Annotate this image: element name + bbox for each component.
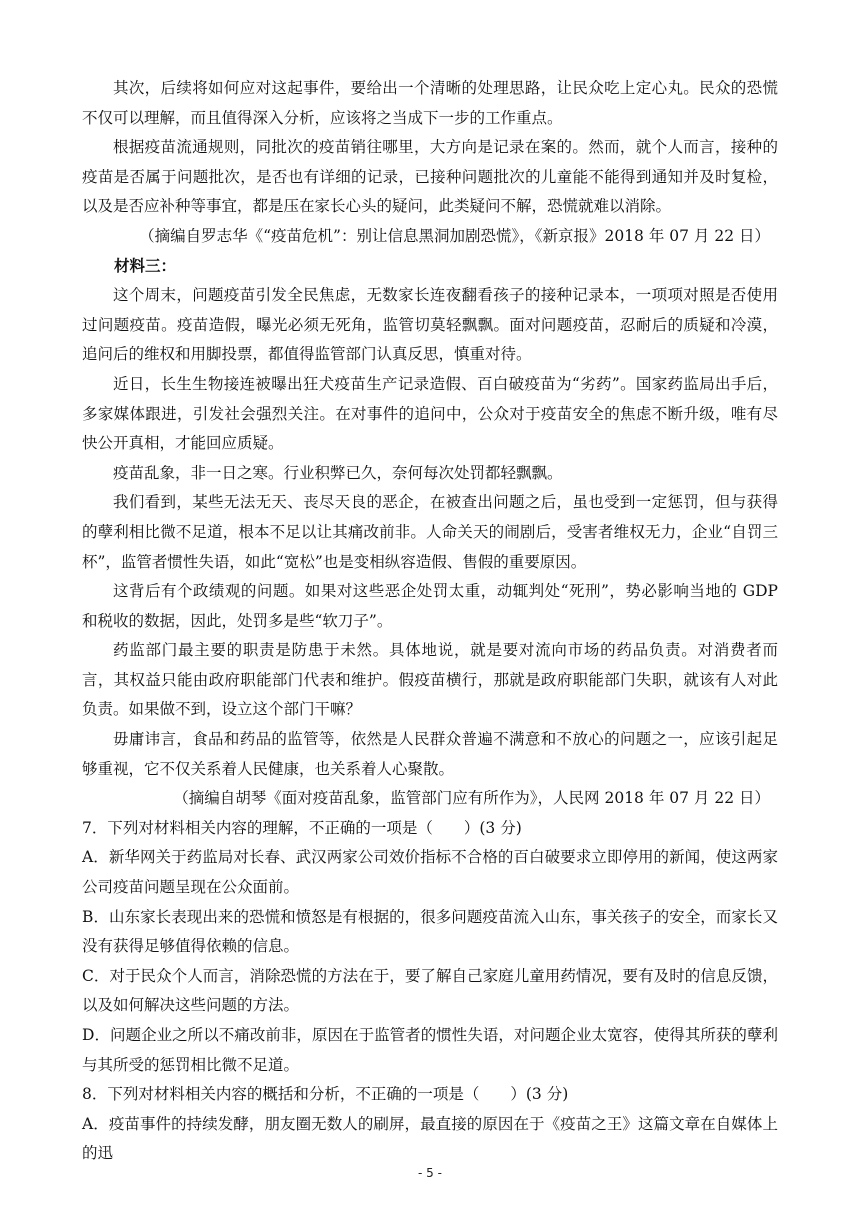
question-7-option-a: A．新华网关于药监局对长春、武汉两家公司效价指标不合格的百白破要求立即停用的新闻，使这两家公司疫苗问题呈现在公众面前。: [82, 848, 778, 897]
question-7-stem: 7．下列对材料相关内容的理解，不正确的一项是（ ）(3 分): [82, 818, 522, 837]
question-7-option-c: C．对于民众个人而言，消除恐慌的方法在于，要了解自己家庭儿童用药情况，要有及时的信息反馈，以及如何解决这些问题的方法。: [82, 966, 778, 1015]
paragraph: 这背后有个政绩观的问题。如果对这些恶企处罚太重，动辄判处“死刑”，势必影响当地的 GDP 和税收的数据，因此，处罚多是些“软刀子”。: [82, 582, 778, 630]
question-8-stem: 8．下列对材料相关内容的概括和分析，不正确的一项是（ ）(3 分): [82, 1085, 569, 1104]
paragraph: 根据疫苗流通规则，同批次的疫苗销往哪里，大方向是记录在案的。然而，就个人而言，接种的疫苗是否属于问题批次，是否也有详细的记录，已接种问题批次的儿童能不能得到通知并及时复检，以及是否应补种等事宜，都是压在家长心头的疑问，此类疑问不解，恐慌就难以消除。: [82, 138, 778, 216]
source-citation: （摘编自胡琴《面对疫苗乱象，监管部门应有所作为》，人民网 2018 年 07 月 22 日）: [173, 789, 770, 808]
paragraph: 毋庸讳言，食品和药品的监管等，依然是人民群众普遍不满意和不放心的问题之一，应该引起足够重视，它不仅关系着人民健康，也关系着人心聚散。: [82, 730, 778, 778]
document-body: [82, 74, 778, 1169]
paragraph: 其次，后续将如何应对这起事件，要给出一个清晰的处理思路，让民众吃上定心丸。民众的恐慌不仅可以理解，而且值得深入分析，应该将之当成下一步的工作重点。: [82, 79, 778, 127]
paragraph: 我们看到，某些无法无天、丧尽天良的恶企，在被查出问题之后，虽也受到一定惩罚，但与获得的孽利相比微不足道，根本不足以让其痛改前非。人命关天的闹剧后，受害者维权无力，企业“自罚三杯”，监管者惯性失语，如此“宽松”也是变相纵容造假、售假的重要原因。: [82, 493, 778, 571]
paragraph: 疫苗乱象，非一日之寒。行业积弊已久，奈何每次处罚都轻飘飘。: [113, 463, 563, 482]
question-7-option-b: B．山东家长表现出来的恐慌和愤怒是有根据的，很多问题疫苗流入山东，事关孩子的安全，而家长又没有获得足够值得依赖的信息。: [82, 907, 778, 956]
paragraph: 这个周末，问题疫苗引发全民焦虑，无数家长连夜翻看孩子的接种记录本，一项项对照是否使用过问题疫苗。疫苗造假，曝光必须无死角，监管切莫轻飘飘。面对问题疫苗，忍耐后的质疑和冷漠，追问后的维权和用脚投票，都值得监管部门认真反思，慎重对待。: [82, 286, 778, 364]
question-7-option-d: D．问题企业之所以不痛改前非，原因在于监管者的惯性失语，对问题企业太宽容，使得其所获的孽利与其所受的惩罚相比微不足道。: [82, 1026, 778, 1074]
page-number: - 5 -: [418, 1166, 442, 1180]
source-citation: （摘编自罗志华《“疫苗危机”：别让信息黑洞加剧恐慌》，《新京报》2018 年 07 月 22 日）: [139, 226, 770, 245]
paragraph: 药监部门最主要的职责是防患于未然。具体地说，就是要对流向市场的药品负责。对消费者而言，其权益只能由政府职能部门代表和维护。假疫苗横行，那就是政府职能部门失职，就该有人对此负责。如果做不到，设立这个部门干嘛？: [82, 641, 778, 719]
question-8-option-a: A．疫苗事件的持续发酵，朋友圈无数人的刷屏，最直接的原因在于《疫苗之王》这篇文章在自媒体上的迅: [82, 1114, 778, 1163]
paragraph: 近日，长生生物接连被曝出狂犬疫苗生产记录造假、百白破疫苗为“劣药”。国家药监局出手后，多家媒体跟进，引发社会强烈关注。在对事件的追问中，公众对于疫苗安全的焦虑不断升级，唯有尽快公开真相，才能回应质疑。: [82, 374, 778, 453]
section-heading-material-3: 材料三：: [114, 256, 177, 275]
